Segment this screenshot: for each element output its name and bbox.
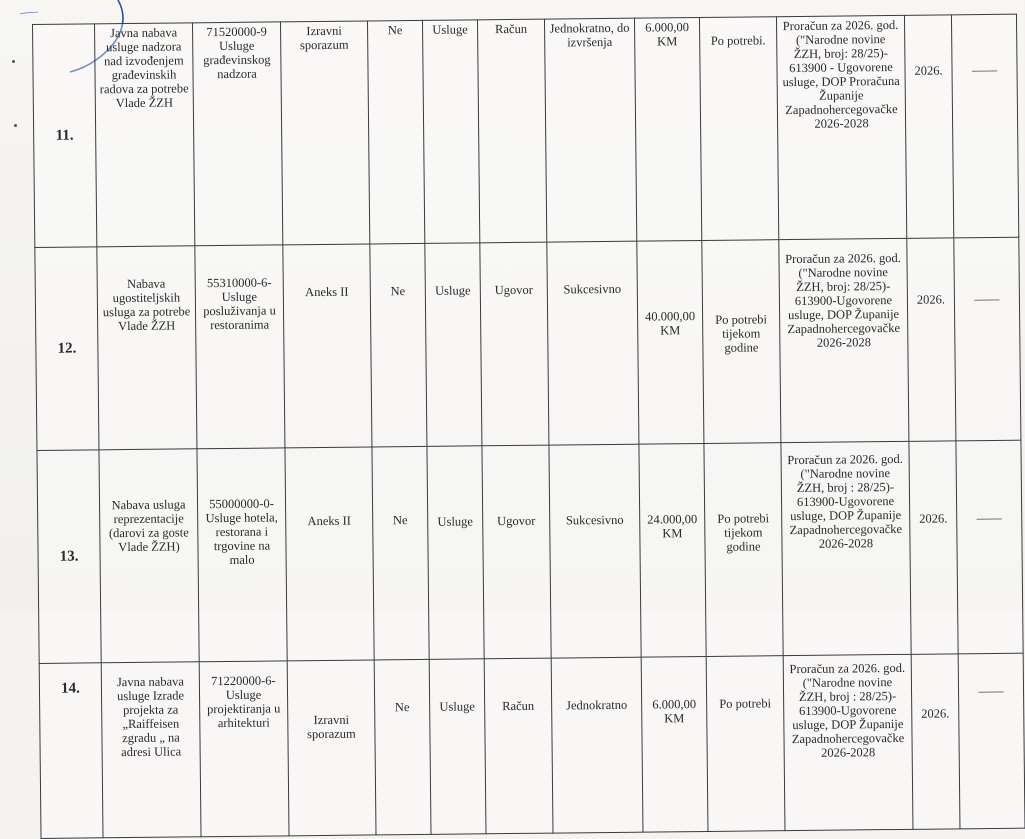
planned-period: Po potrebi.	[699, 17, 778, 241]
planned-period: Po potrebi tijekom godine	[704, 443, 783, 657]
procurement-subject: Nabava ugostiteljskih usluga za potrebe Vlade ŽZH	[97, 246, 197, 450]
contract-form: Ugovor	[480, 242, 549, 446]
row-number: 12.	[35, 247, 99, 451]
estimated-value: 24.000,00 KM	[639, 443, 706, 657]
procedure-type: Izravni sporazum	[280, 21, 369, 245]
funding-source: Proračun za 2026. god. ("Narodne novine ŽZH, broj : 28/25)- 613900-Ugovorene usluge, DOP Županije Zapadnohercegovačke 2026-2028	[781, 441, 911, 655]
delivery-timing: Jednokratno, do izvršenja	[544, 18, 636, 242]
scan-dot	[14, 124, 17, 127]
planned-period: Po potrebi	[706, 656, 785, 832]
framework-agreement: Ne	[372, 446, 429, 660]
plan-year: 2026.	[911, 654, 960, 829]
table-row	[35, 237, 1021, 450]
cpv-code: 55000000-0- Usluge hotela, restorana i trgovine na malo	[197, 448, 287, 662]
contract-form: Račun	[484, 658, 553, 834]
estimated-value: 40.000,00 KM	[637, 240, 704, 444]
funding-source: Proračun za 2026. god. ("Narodne novine ŽZH, broj : 28/25)- 613900-Ugovorene usluge, DOP Županije Zapadnohercegovačke 2026-2028	[783, 654, 913, 830]
estimated-value: 6.000,00 KM	[641, 656, 708, 832]
delivery-timing: Sukcesivno	[549, 444, 641, 658]
framework-agreement: Ne	[367, 20, 424, 244]
row-number: 11.	[33, 24, 97, 248]
delivery-timing: Jednokratno	[551, 657, 643, 833]
note-dash: ——	[958, 653, 1025, 829]
plan-year: 2026.	[909, 441, 958, 654]
contract-type: Usluge	[427, 446, 484, 660]
note-dash: ——	[956, 440, 1023, 654]
table-row	[39, 653, 1025, 838]
procurement-subject: Javna nabava usluge nadzora nad izvođenjem građevinskih radova za potrebe Vlade ŽZH	[95, 23, 195, 247]
procedure-type: Aneks II	[283, 244, 372, 448]
plan-year: 2026.	[904, 15, 953, 238]
contract-type: Usluge	[425, 243, 482, 447]
contract-form: Račun	[477, 19, 546, 243]
scan-dot	[12, 60, 15, 63]
note-dash: ——	[951, 14, 1018, 238]
framework-agreement: Ne	[374, 659, 431, 835]
procurement-subject: Javna nabava usluge Izrade projekta za „Raiffeisen zgradu „ na adresi Ulica	[101, 662, 201, 838]
cpv-code: 71220000-6- Usluge projektiranja u arhitekturi	[199, 661, 289, 837]
row-number: 13.	[37, 450, 101, 664]
cpv-code: 71520000-9 Usluge građevinskog nadzora	[192, 22, 282, 246]
row-number: 14.	[39, 663, 103, 839]
procurement-plan-table	[32, 14, 1025, 839]
procedure-type: Izravni sporazum	[287, 660, 376, 836]
contract-type: Usluge	[429, 659, 486, 835]
procedure-type: Aneks II	[285, 447, 374, 661]
framework-agreement: Ne	[370, 243, 427, 447]
cpv-code: 55310000-6- Usluge posluživanja u restoranima	[195, 245, 285, 449]
table-row	[37, 440, 1023, 663]
funding-source: Proračun za 2026. god. ("Narodne novine ŽZH, broj: 28/25)- 613900-Ugovorene usluge, DOP Županije Zapadnohercegovačke 2026-2028	[779, 238, 909, 442]
funding-source: Proračun za 2026. god. ("Narodne novine ŽZH, broj: 28/25)- 613900 - Ugovorene usluge, DOP Proračuna Županije Zapadnohercegovačke 2026-2028	[776, 15, 906, 239]
table-row	[33, 14, 1019, 247]
note-dash: ——	[954, 237, 1021, 441]
estimated-value: 6.000,00 KM	[634, 18, 701, 242]
procurement-subject: Nabava usluga reprezentacije (darovi za goste Vlade ŽZH)	[99, 449, 199, 663]
delivery-timing: Sukcesivno	[547, 241, 639, 445]
contract-form: Ugovor	[482, 445, 551, 659]
plan-year: 2026.	[907, 238, 956, 441]
contract-type: Usluge	[422, 20, 479, 244]
planned-period: Po potrebi tijekom godine	[702, 240, 781, 444]
